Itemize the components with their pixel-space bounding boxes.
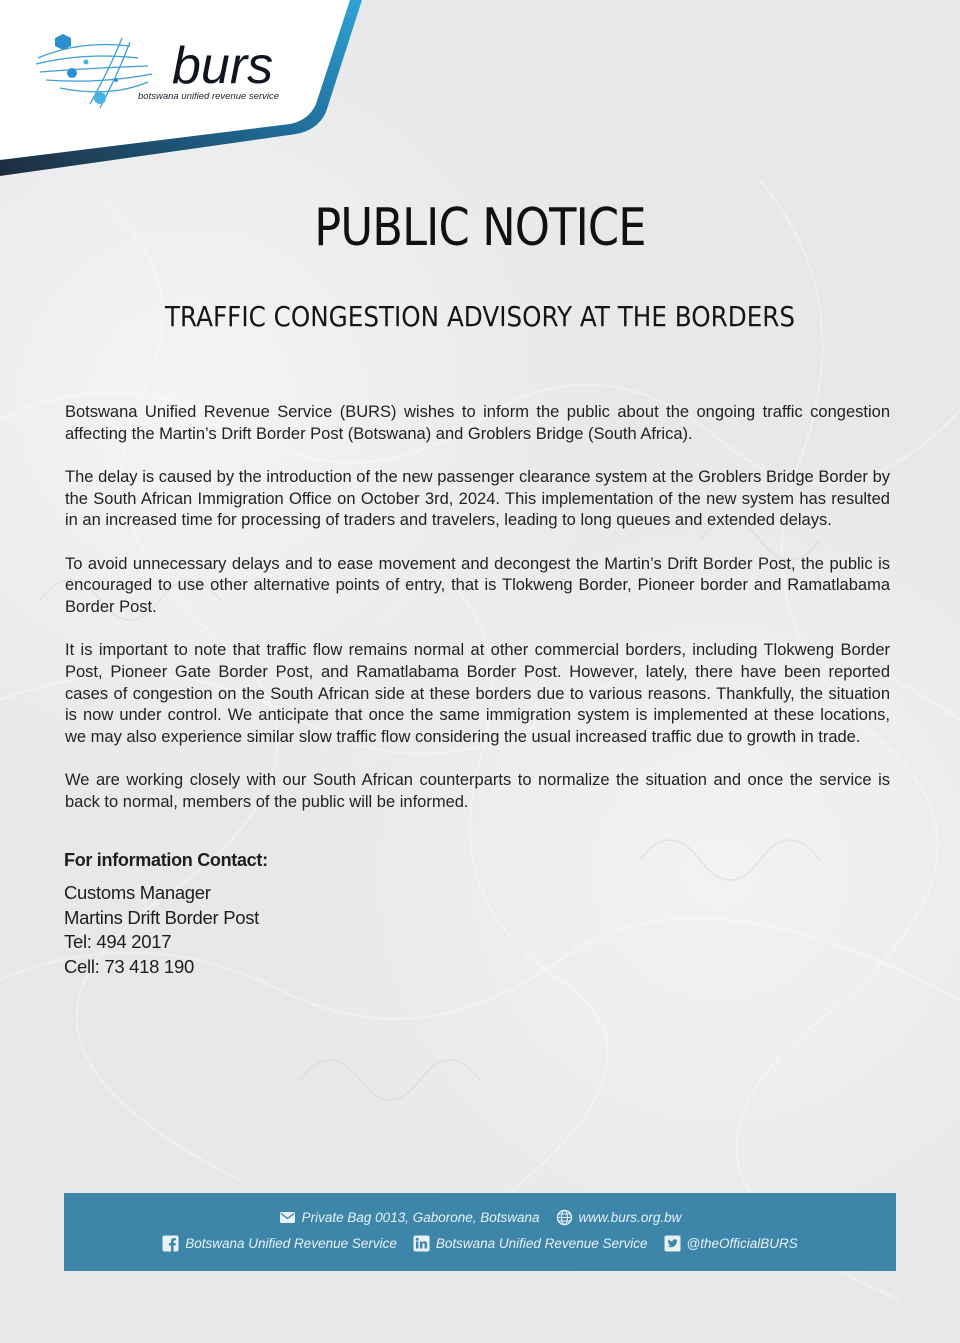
footer-row-address (64, 1209, 896, 1226)
contact-phone: Tel: 494 2017 (64, 931, 172, 952)
burs-emblem-icon (30, 28, 180, 118)
contact-block (64, 850, 464, 979)
envelope-icon (279, 1209, 296, 1226)
footer-bar (64, 1193, 896, 1271)
twitter-icon (664, 1235, 681, 1252)
footer-linkedin-link[interactable]: Botswana Unified Revenue Service (435, 1236, 648, 1251)
footer-linkedin[interactable] (413, 1235, 648, 1252)
paragraph: The delay is caused by the introduction of the new passenger clearance system at the Groblers Bridge Border by the South African Immigration Office on October 3rd, 2024. This implementation of the new system has resulted in an increased time for processing of traders and travelers, leading to long queues and extended delays. (65, 467, 890, 530)
footer-website-link[interactable]: www.burs.org.bw (578, 1210, 682, 1225)
footer-website[interactable] (556, 1209, 682, 1226)
footer-address-text: Private Bag 0013, Gaborone, Botswana (301, 1210, 540, 1225)
footer-facebook[interactable] (162, 1235, 397, 1252)
logo-tagline: botswana unified revenue service (138, 91, 280, 102)
footer-facebook-link[interactable]: Botswana Unified Revenue Service (185, 1236, 397, 1251)
paragraph: It is important to note that traffic flow remains normal at other commercial borders, including Tlokweng Border Post, Pioneer Gate Border Post, and Ramatlabama Border Post. However, lately, there have been reported cases of congestion on the South African side at these borders due to various reasons. Thankfully, the situation is now under control. We anticipate that once the same immigration system is implemented at these locations, we may also experience similar slow traffic flow considering the usual increased traffic due to growth in trade. (65, 641, 890, 746)
logo-wordmark: burs (172, 37, 274, 95)
globe-icon (556, 1209, 573, 1226)
notice-subtitle: TRAFFIC CONGESTION ADVISORY AT THE BORDERS (164, 300, 796, 333)
contact-line: Customs Manager (64, 882, 211, 903)
contact-line: Martins Drift Border Post (64, 906, 260, 928)
footer-twitter-link[interactable]: @theOfficialBURS (686, 1236, 798, 1251)
linkedin-icon (413, 1235, 430, 1252)
footer-row-social (64, 1235, 896, 1252)
notice-title: PUBLIC NOTICE (314, 198, 646, 258)
burs-logo (30, 28, 300, 118)
footer-twitter[interactable] (664, 1235, 798, 1252)
paragraph: To avoid unnecessary delays and to ease movement and decongest the Martin’s Drift Border Post, the public is encouraged to use other alternative points of entry, that is Tlokweng Border, Pioneer border and Ramatlabama Border Post. (65, 554, 890, 616)
paragraph: We are working closely with our South African counterparts to normalize the situation and once the service is back to normal, members of the public will be informed. (65, 771, 890, 811)
contact-cell: Cell: 73 418 190 (64, 955, 194, 977)
paragraph: Botswana Unified Revenue Service (BURS) wishes to inform the public about the ongoing traffic congestion affecting the Martin’s Drift Border Post (Botswana) and Groblers Bridge (South Africa). (65, 403, 890, 443)
notice-body (65, 402, 890, 835)
facebook-icon (162, 1235, 179, 1252)
footer-address (279, 1209, 540, 1226)
contact-heading: For information Contact: (64, 850, 268, 870)
